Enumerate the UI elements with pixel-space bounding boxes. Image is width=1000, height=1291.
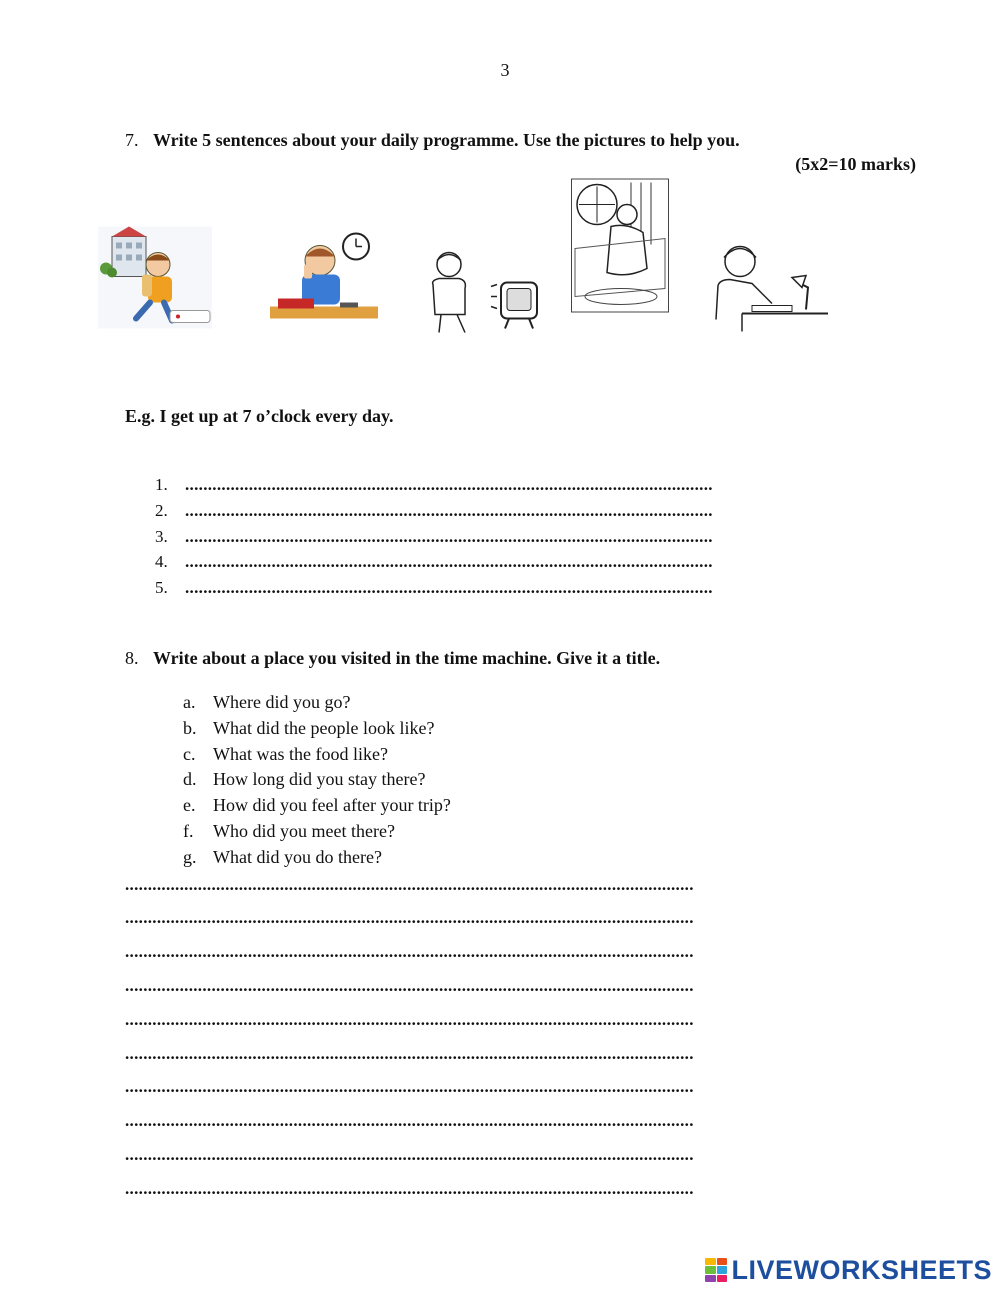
answer-number: 5.	[155, 578, 168, 597]
boy-walking-to-school-picture	[98, 210, 212, 345]
prompt-text: How long did you stay there?	[213, 769, 426, 789]
answer-dots: ....................................................................................................................	[185, 552, 713, 571]
question-7-text: Write 5 sentences about your daily programme. Use the pictures to help you.	[153, 130, 740, 150]
answer-line-3[interactable]	[155, 527, 713, 547]
prompt-item	[183, 847, 382, 868]
prompt-text: How did you feel after your trip?	[213, 795, 451, 815]
writing-line[interactable]: .............................................................................................................................	[125, 908, 694, 927]
writing-line[interactable]: .............................................................................................................................	[125, 1077, 694, 1096]
page-number: 3	[500, 60, 510, 80]
writing-line[interactable]: .............................................................................................................................	[125, 942, 694, 961]
prompt-item	[183, 821, 395, 842]
prompt-item	[183, 795, 451, 816]
writing-line[interactable]: .............................................................................................................................	[125, 1111, 694, 1130]
prompt-letter: f.	[183, 821, 194, 841]
boy-watching-tv-picture	[425, 222, 543, 357]
boy-doing-homework-picture	[712, 218, 830, 353]
question-7	[125, 130, 740, 151]
writing-line[interactable]: .............................................................................................................................	[125, 1179, 694, 1198]
answer-dots: ....................................................................................................................	[185, 527, 713, 546]
prompt-letter: g.	[183, 847, 197, 867]
logo-icon	[705, 1258, 727, 1282]
prompt-item	[183, 769, 425, 790]
prompt-item	[183, 744, 388, 765]
question-8-text: Write about a place you visited in the time machine. Give it a title.	[153, 648, 661, 668]
boy-getting-up-picture	[571, 178, 669, 313]
prompt-letter: e.	[183, 795, 196, 815]
question-7-number: 7.	[125, 130, 139, 150]
prompt-text: What was the food like?	[213, 744, 388, 764]
writing-line[interactable]: .............................................................................................................................	[125, 976, 694, 995]
prompt-text: Where did you go?	[213, 692, 351, 712]
prompt-text: What did you do there?	[213, 847, 382, 867]
answer-number: 3.	[155, 527, 168, 546]
answer-dots: ....................................................................................................................	[185, 475, 713, 494]
prompt-letter: b.	[183, 718, 197, 738]
question-7-marks: (5x2=10 marks)	[795, 154, 916, 174]
prompt-item	[183, 718, 434, 739]
answer-line-1[interactable]	[155, 475, 713, 495]
answer-number: 1.	[155, 475, 168, 494]
answer-dots: ....................................................................................................................	[185, 578, 713, 597]
answer-line-5[interactable]	[155, 578, 713, 598]
prompt-text: Who did you meet there?	[213, 821, 395, 841]
answer-line-2[interactable]	[155, 501, 713, 521]
question-8	[125, 648, 660, 669]
example-sentence: E.g. I get up at 7 o’clock every day.	[125, 406, 394, 426]
prompt-item	[183, 692, 350, 713]
writing-line[interactable]: .............................................................................................................................	[125, 1044, 694, 1063]
question-8-number: 8.	[125, 648, 139, 668]
logo-text: LIVEWORKSHEETS	[731, 1254, 992, 1285]
prompt-letter: c.	[183, 744, 196, 764]
liveworksheets-logo	[705, 1255, 992, 1285]
prompt-letter: d.	[183, 769, 197, 789]
boy-eating-lunch-picture	[270, 208, 378, 343]
answer-number: 4.	[155, 552, 168, 571]
prompt-text: What did the people look like?	[213, 718, 435, 738]
prompt-letter: a.	[183, 692, 196, 712]
writing-line[interactable]: .............................................................................................................................	[125, 1145, 694, 1164]
answer-line-4[interactable]	[155, 552, 713, 572]
answer-number: 2.	[155, 501, 168, 520]
writing-line[interactable]: .............................................................................................................................	[125, 1010, 694, 1029]
answer-dots: ....................................................................................................................	[185, 501, 713, 520]
writing-line[interactable]: .............................................................................................................................	[125, 875, 694, 894]
